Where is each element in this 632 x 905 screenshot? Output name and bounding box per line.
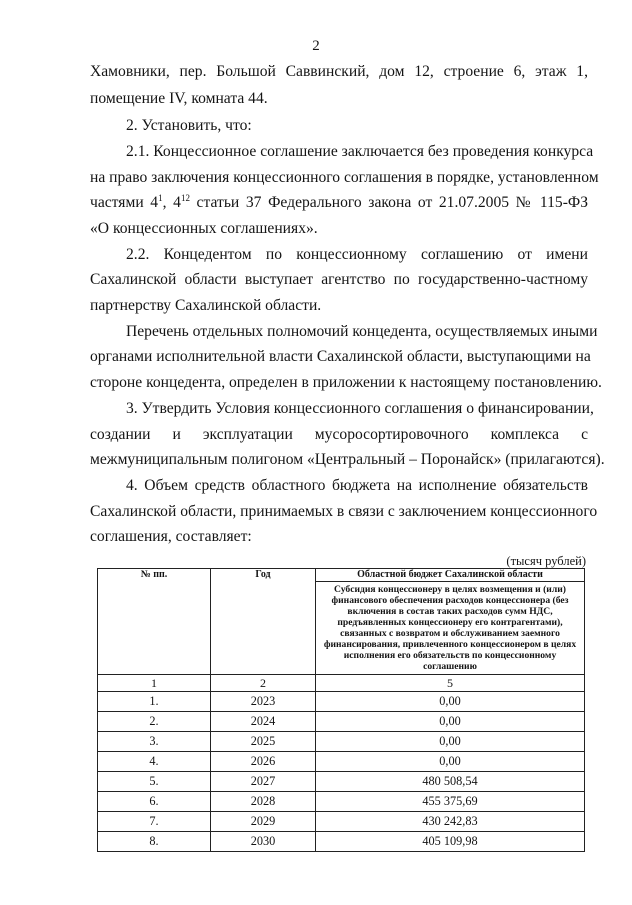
year-cell: 2027 bbox=[211, 772, 316, 792]
subheader-subsidy: Субсидия концессионеру в целях возмещения и (или) финансового обеспечения расходов концессионера (без включения в состав таких расходов сумм НДС, предъявленных концессионеру его контрагентами), связанных с возвратом и обслуживанием заемного финансирования, привлеченного концессионером в целях исполнения его обязательств по концессионному соглашению bbox=[316, 582, 585, 675]
table-row bbox=[98, 812, 585, 832]
amount-cell: 0,00 bbox=[316, 712, 585, 732]
amount-cell: 405 109,98 bbox=[316, 832, 585, 852]
table-row bbox=[98, 792, 585, 812]
paragraph-powers-line-3: стороне концедента, определен в приложении к настоящему постановлению. bbox=[90, 374, 602, 391]
column-numbers-row bbox=[98, 675, 585, 692]
table-row bbox=[98, 772, 585, 792]
header-regional-budget: Областной бюджет Сахалинской области bbox=[316, 569, 585, 582]
paragraph-item-2-1-line-3 bbox=[90, 194, 588, 212]
row-number-cell: 1. bbox=[98, 692, 211, 712]
paragraph-address-line-1: Хамовники, пер. Большой Саввинский, дом 12, строение 6, этаж 1, bbox=[90, 63, 588, 80]
paragraph-item-2-1-line-4: «О концессионных соглашениях». bbox=[90, 220, 318, 237]
row-number-cell: 4. bbox=[98, 752, 211, 772]
superscript: 1 bbox=[158, 193, 163, 203]
superscript: 12 bbox=[180, 193, 190, 203]
year-cell: 2026 bbox=[211, 752, 316, 772]
amount-cell: 455 375,69 bbox=[316, 792, 585, 812]
paragraph-item-4-line-2: Сахалинской области, принимаемых в связи с заключением концессионного bbox=[90, 503, 598, 520]
paragraph-item-3-line-1: 3. Утвердить Условия концессионного соглашения о финансировании, bbox=[126, 400, 594, 417]
year-cell: 2028 bbox=[211, 792, 316, 812]
column-number: 1 bbox=[98, 675, 211, 692]
paragraph-item-2-1-line-1: 2.1. Концессионное соглашение заключается без проведения конкурса bbox=[126, 143, 594, 160]
paragraph-item-2: 2. Установить, что: bbox=[126, 117, 252, 134]
paragraph-address-line-2: помещение IV, комната 44. bbox=[90, 90, 268, 107]
paragraph-item-4-line-3: соглашения, составляет: bbox=[90, 528, 252, 545]
paragraph-item-4-line-1: 4. Объем средств областного бюджета на исполнение обязательств bbox=[126, 477, 588, 494]
amount-cell: 0,00 bbox=[316, 752, 585, 772]
table-row bbox=[98, 732, 585, 752]
table-row bbox=[98, 712, 585, 732]
header-number: № пп. bbox=[98, 569, 211, 675]
row-number-cell: 5. bbox=[98, 772, 211, 792]
year-cell: 2025 bbox=[211, 732, 316, 752]
text-fragment: частями 4 bbox=[90, 194, 159, 211]
paragraph-item-2-2-line-2: Сахалинской области выступает агентство по государственно-частному bbox=[90, 271, 588, 288]
text-fragment: статьи 37 Федерального закона от 21.07.2005 № 115-ФЗ bbox=[189, 194, 589, 211]
year-cell: 2024 bbox=[211, 712, 316, 732]
text-fragment: , 4 bbox=[162, 194, 181, 211]
page-number: 2 bbox=[312, 38, 320, 54]
year-cell: 2030 bbox=[211, 832, 316, 852]
row-number-cell: 2. bbox=[98, 712, 211, 732]
table-units-label: (тысяч рублей) bbox=[506, 554, 586, 568]
paragraph-item-2-2-line-3: партнерству Сахалинской области. bbox=[90, 297, 322, 314]
table-row bbox=[98, 832, 585, 852]
paragraph-item-3-line-3: межмуниципальным полигоном «Центральный – Поронайск» (прилагаются). bbox=[90, 451, 605, 468]
table-row bbox=[98, 752, 585, 772]
year-cell: 2023 bbox=[211, 692, 316, 712]
paragraph-item-2-2-line-1: 2.2. Концедентом по концессионному соглашению от имени bbox=[126, 246, 588, 263]
year-cell: 2029 bbox=[211, 812, 316, 832]
row-number-cell: 8. bbox=[98, 832, 211, 852]
column-number: 2 bbox=[211, 675, 316, 692]
paragraph-item-3-line-2: создании и эксплуатации мусоросортировочного комплекса с bbox=[90, 426, 588, 443]
row-number-cell: 7. bbox=[98, 812, 211, 832]
amount-cell: 430 242,83 bbox=[316, 812, 585, 832]
paragraph-powers-line-2: органами исполнительной власти Сахалинской области, выступающими на bbox=[90, 348, 591, 365]
amount-cell: 0,00 bbox=[316, 692, 585, 712]
paragraph-powers-line-1: Перечень отдельных полномочий концедента, осуществляемых иными bbox=[126, 323, 598, 340]
header-year: Год bbox=[211, 569, 316, 675]
budget-table bbox=[97, 568, 585, 852]
amount-cell: 0,00 bbox=[316, 732, 585, 752]
row-number-cell: 3. bbox=[98, 732, 211, 752]
table-row bbox=[98, 692, 585, 712]
paragraph-item-2-1-line-2: на право заключения концессионного соглашения в порядке, установленном bbox=[90, 169, 599, 186]
row-number-cell: 6. bbox=[98, 792, 211, 812]
column-number: 5 bbox=[316, 675, 585, 692]
amount-cell: 480 508,54 bbox=[316, 772, 585, 792]
